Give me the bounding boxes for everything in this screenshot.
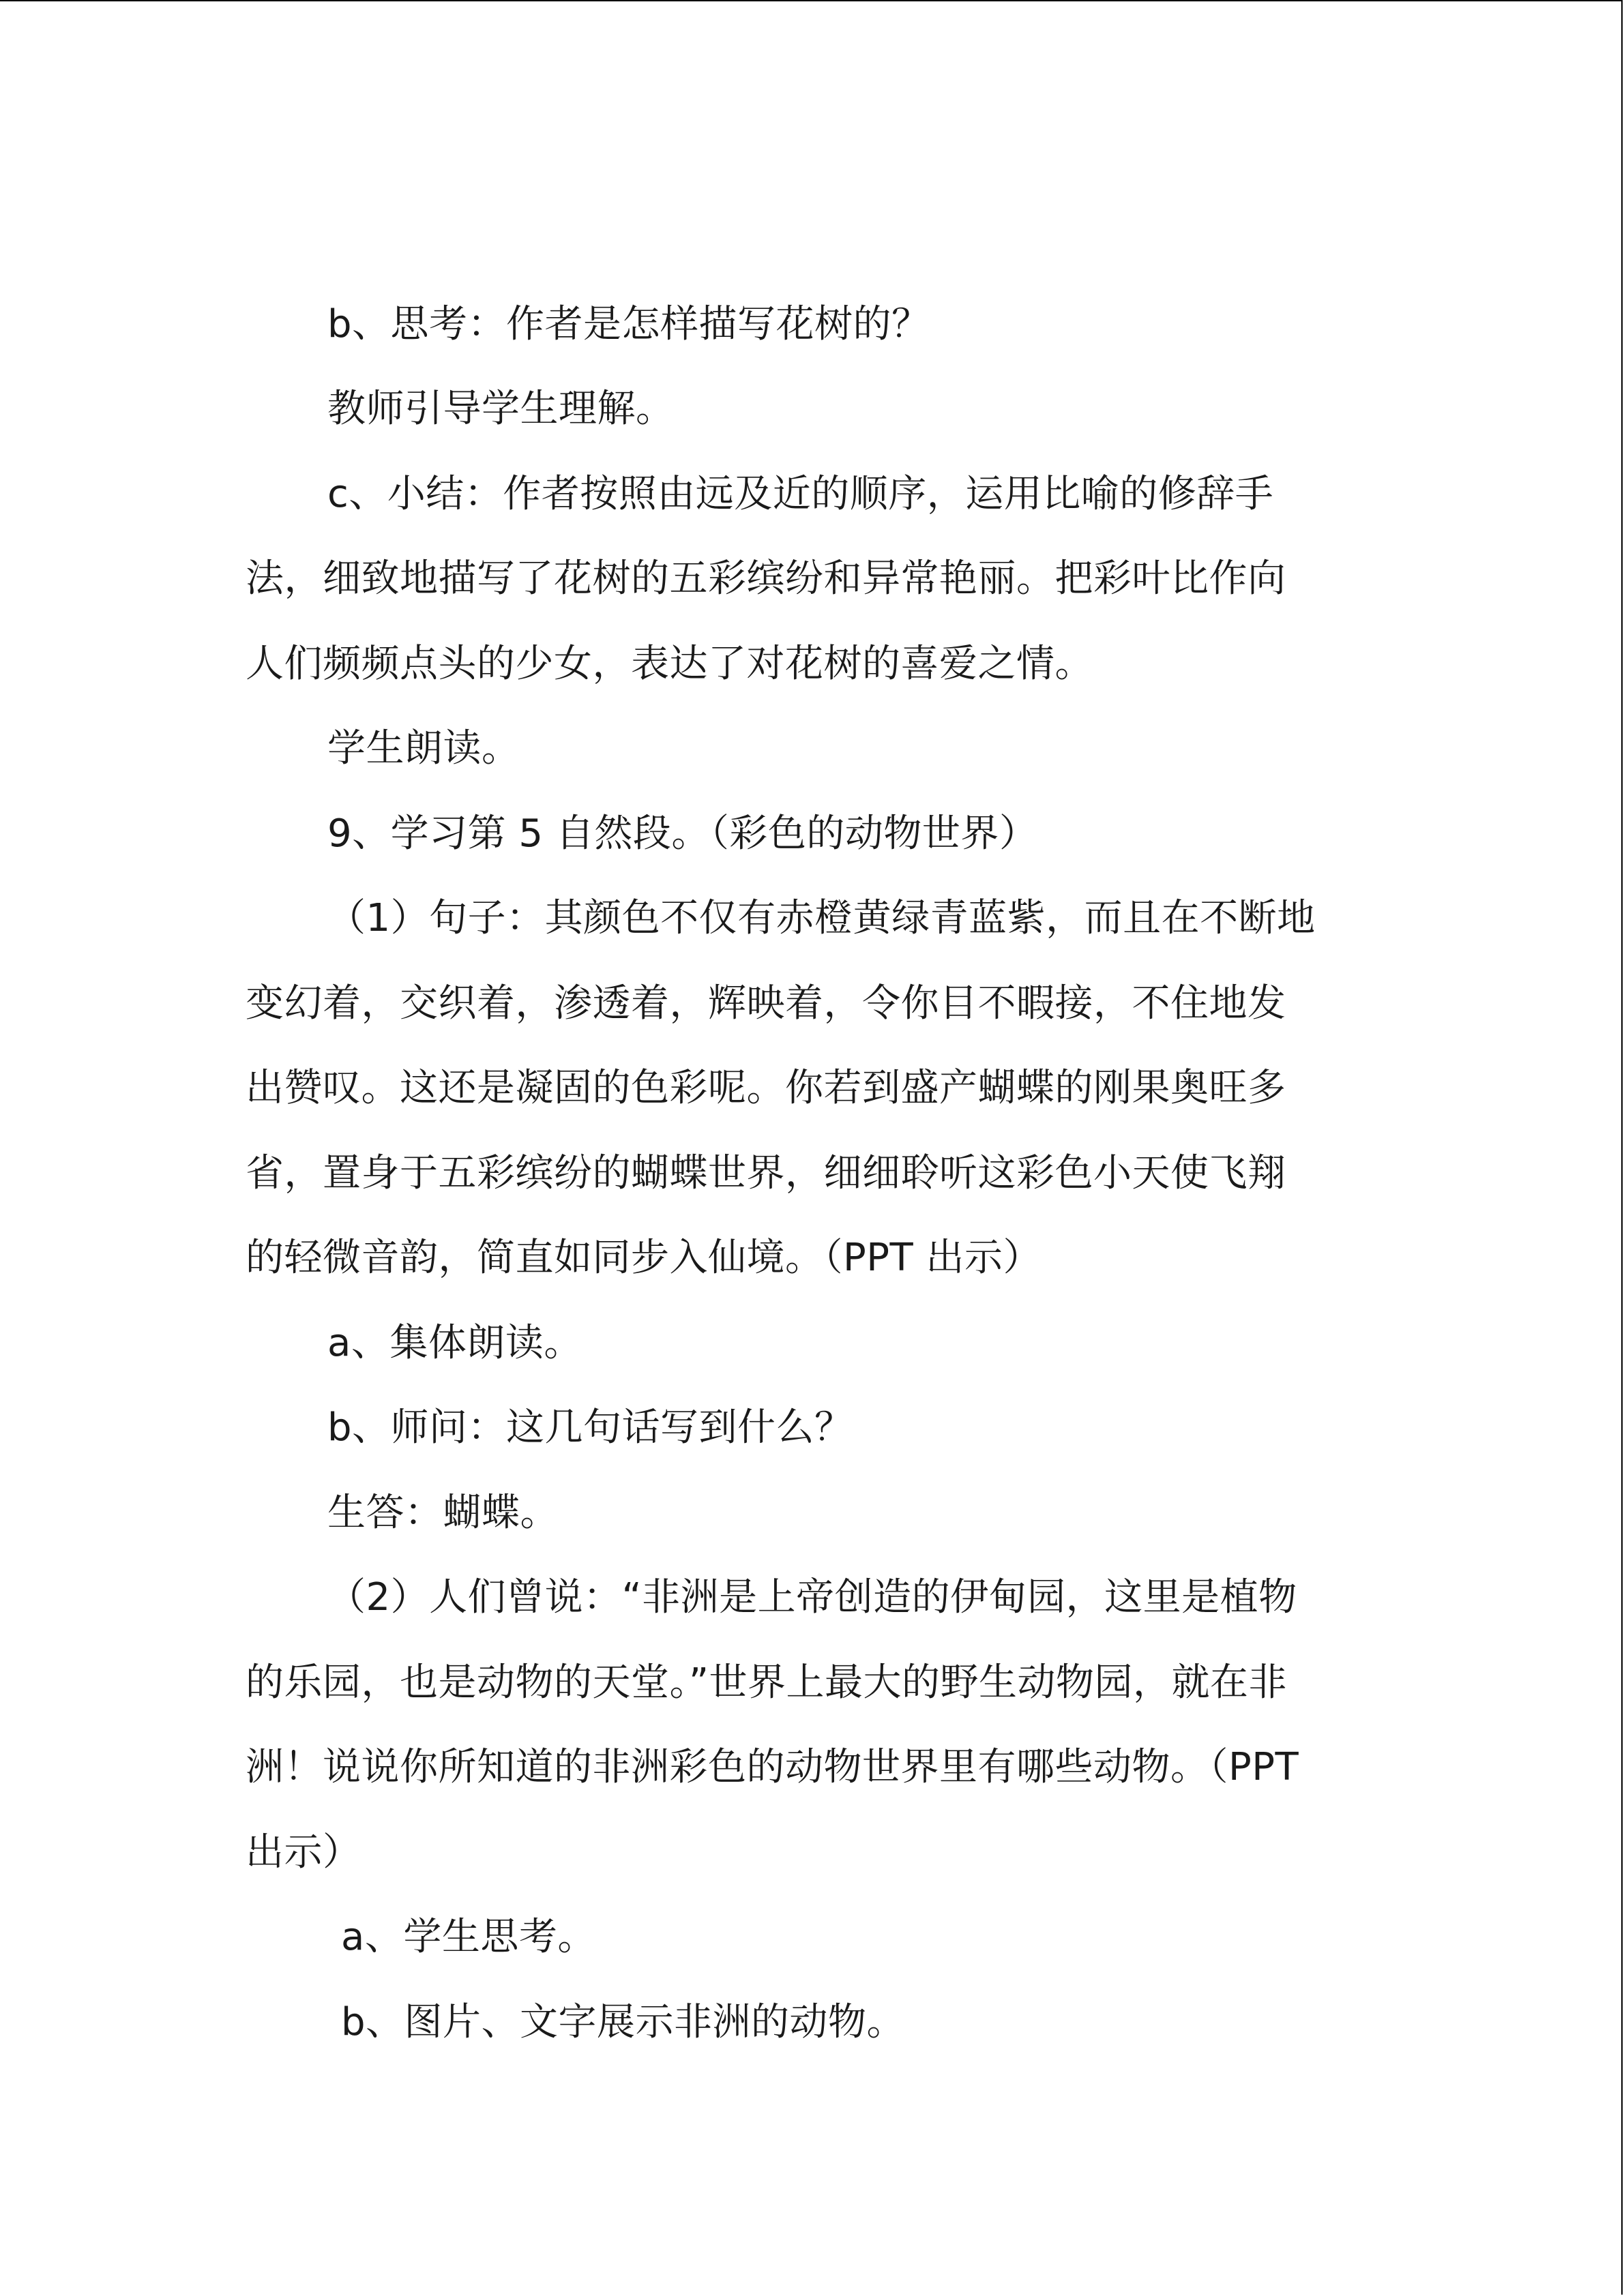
- paragraph-line: a、集体朗读。: [327, 1321, 582, 1365]
- paragraph-line: b、思考：作者是怎样描写花树的？: [327, 302, 930, 346]
- paragraph-line: 生答：蝴蝶。: [327, 1491, 559, 1535]
- paragraph-line: 变幻着，交织着，渗透着，辉映着，令你目不暇接，不住地发: [246, 981, 1286, 1026]
- paragraph-line: 9、学习第 5 自然段。（彩色的动物世界）: [327, 811, 1038, 856]
- paragraph-line: （2）人们曾说：“非洲是上帝创造的伊甸园，这里是植物: [327, 1575, 1297, 1620]
- paragraph-line: 法，细致地描写了花树的五彩缤纷和异常艳丽。把彩叶比作向: [246, 556, 1286, 601]
- paragraph-line: 出赞叹。这还是凝固的色彩呢。你若到盛产蝴蝶的刚果奥旺多: [246, 1066, 1286, 1110]
- paragraph-line: a、学生思考。: [341, 1915, 596, 1959]
- paragraph-line: b、图片、文字展示非洲的动物。: [341, 2000, 906, 2044]
- paragraph-line: 省，置身于五彩缤纷的蝴蝶世界，细细聆听这彩色小天使飞翔: [246, 1151, 1286, 1195]
- paragraph-line: 出示）: [246, 1830, 361, 1875]
- paragraph-line: 学生朗读。: [327, 726, 520, 771]
- paragraph-line: 人们频频点头的少女，表达了对花树的喜爱之情。: [246, 642, 1093, 686]
- paragraph-line: 的轻微音韵，简直如同步入仙境。（PPT 出示）: [246, 1236, 1042, 1280]
- paragraph-line: 的乐园，也是动物的天堂。”世界上最大的野生动物园，就在非: [246, 1660, 1288, 1705]
- paragraph-line: c、小结：作者按照由远及近的顺序，运用比喻的修辞手: [327, 472, 1274, 516]
- paragraph-line: 教师引导学生理解。: [327, 387, 675, 431]
- paragraph-line: 洲！说说你所知道的非洲彩色的动物世界里有哪些动物。（PPT: [246, 1745, 1299, 1789]
- paragraph-line: （1）句子：其颜色不仅有赤橙黄绿青蓝紫，而且在不断地: [327, 896, 1316, 940]
- paragraph-line: b、师问：这几句话写到什么？: [327, 1405, 853, 1450]
